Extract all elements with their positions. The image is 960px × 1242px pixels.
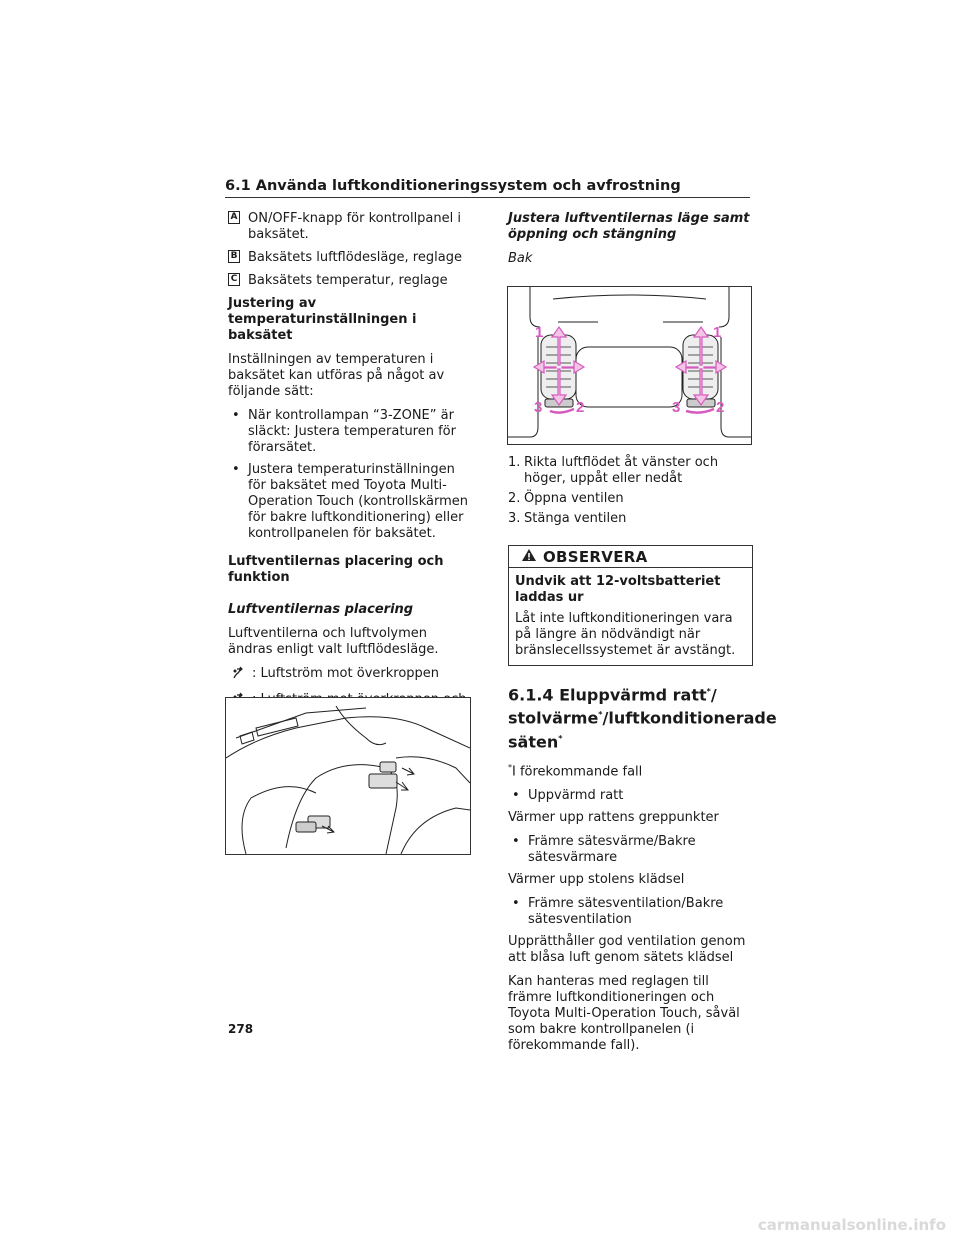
bullet-item: • Främre sätesvärme/Bakre sätesvärmare xyxy=(512,834,696,866)
mode-text: : Luftström mot överkroppen xyxy=(252,666,440,681)
step-text: Rikta luftflödet åt vänster och höger, uppåt eller nedåt xyxy=(524,455,719,486)
paragraph: Upprätthåller god ventilation genom att blåsa luft genom sätets klädsel xyxy=(508,934,746,966)
right-column xyxy=(508,211,753,277)
paragraph: Kan hanteras med reglagen till främre luftkonditioneringen och Toyota Multi-Operation Touch, såväl som bakre kontrollpanelen (i förekommande fall). xyxy=(508,974,740,1054)
callout-1-right: 1 xyxy=(713,324,722,341)
list-item xyxy=(228,273,473,289)
label-badge: B xyxy=(228,250,240,263)
label-badge: A xyxy=(228,211,240,224)
page-number: 278 xyxy=(228,1022,254,1036)
rear-vents-adjust-figure xyxy=(507,286,752,445)
section-heading: Luftventilernas placering och funktion xyxy=(228,554,444,585)
section-title: 6.1.4 Eluppvärmd ratt*/ stolvärme*/luftkonditionerade säten* xyxy=(508,685,777,751)
item-text: Baksätets temperatur, reglage xyxy=(248,273,448,288)
step-text: Öppna ventilen xyxy=(524,491,624,506)
observera-body xyxy=(509,568,752,665)
paragraph: Inställningen av temperaturen i baksätet kan utföras på något av följande sätt: xyxy=(228,352,445,399)
observera-header xyxy=(509,546,752,568)
bullet-item: • Uppvärmd ratt xyxy=(512,788,624,804)
rear-vents-location-figure xyxy=(225,697,471,855)
page-header: 6.1 Använda luftkonditioneringssystem och avfrostning xyxy=(225,178,750,198)
list-item xyxy=(228,211,473,243)
paragraph: Värmer upp rattens greppunkter xyxy=(508,810,719,826)
mode-row xyxy=(228,666,473,685)
callout-2-left: 2 xyxy=(576,399,585,416)
bullet-text: Justera temperaturinställningen för baksätet med Toyota Multi-Operation Touch (kontrollskärmen för bakre luftkonditionering) eller kontrollpanelen för baksätet. xyxy=(248,462,468,541)
step-item: 1. Rikta luftflödet åt vänster och höger, uppåt eller nedåt xyxy=(508,455,753,487)
observera-text: Låt inte luftkonditioneringen vara på längre än nödvändigt när bränslecellssystemet är avstängt. xyxy=(515,611,736,658)
observera-title: OBSERVERA xyxy=(543,547,648,566)
warning-icon xyxy=(521,548,537,565)
callout-3-left: 3 xyxy=(534,399,543,416)
airflow-upper-icon xyxy=(228,666,252,685)
step-item: 3. Stänga ventilen xyxy=(508,511,753,527)
observera-heading: Undvik att 12-voltsbatteriet laddas ur xyxy=(515,574,721,605)
bullet-text: När kontrollampan “3-ZONE” är släckt: Justera temperaturen för förarsätet. xyxy=(248,408,456,455)
left-column xyxy=(228,211,473,757)
observera-box xyxy=(508,545,753,666)
watermark: carmanualsonline.info xyxy=(757,1216,946,1234)
step-item: 2. Öppna ventilen xyxy=(508,491,753,507)
subheading: Bak xyxy=(508,251,533,266)
list-item xyxy=(228,250,473,266)
section-heading: Justering av temperaturinställningen i baksätet xyxy=(228,296,417,343)
paragraph: Luftventilerna och luftvolymen ändras enligt valt luftflödesläge. xyxy=(228,626,439,657)
footnote: *I förekommande fall xyxy=(508,762,643,780)
label-badge: C xyxy=(228,273,240,286)
item-text: ON/OFF-knapp för kontrollpanel i baksätet. xyxy=(248,211,461,242)
step-text: Stänga ventilen xyxy=(524,511,627,526)
subheading: Luftventilernas placering xyxy=(228,602,414,617)
paragraph: Värmer upp stolens klädsel xyxy=(508,872,685,888)
item-text: Baksätets luftflödesläge, reglage xyxy=(248,250,462,265)
callout-3-right: 3 xyxy=(672,399,681,416)
callout-1-left: 1 xyxy=(535,324,544,341)
right-column-lower xyxy=(508,455,777,1062)
bullet-item: • När kontrollampan “3-ZONE” är släckt: Justera temperaturen för förarsätet. xyxy=(228,408,473,456)
callout-2-right: 2 xyxy=(716,399,725,416)
bullet-item: • Justera temperaturinställningen för baksätet med Toyota Multi-Operation Touch (kontrollskärmen för bakre luftkonditionering) eller kontrollpanelen för baksätet. xyxy=(228,462,473,542)
bullet-item: • Främre sätesventilation/Bakre sätesventilation xyxy=(512,896,724,928)
section-heading: Justera luftventilernas läge samt öppning och stängning xyxy=(508,211,750,242)
